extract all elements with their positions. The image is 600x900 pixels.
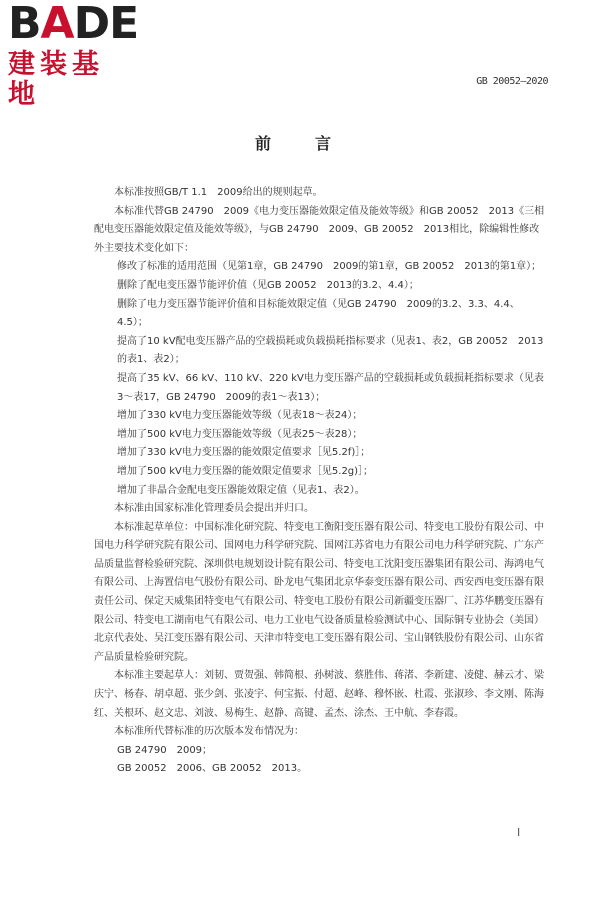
page-title: 前 言 <box>254 134 345 153</box>
paragraph-proposed-by: 本标准由国家标准化管理委员会提出并归口。 <box>114 503 314 515</box>
change-item: 增加了非晶合金配电变压器能效限定值（见表1、表2）。 <box>117 484 365 496</box>
paragraph-drafting-rules: 本标准按照GB/T 1.1 2009给出的规则起草。 <box>114 187 323 198</box>
logo-brand-cn: 建装基地 <box>8 49 104 110</box>
change-item: 提高了35 kV、66 kV、110 kV、220 kV电力变压器产品的空载损耗或负载损耗指标要求（见表3～表17，GB 24790 2009的表1～表13）； <box>117 372 544 403</box>
change-item: 修改了标准的适用范围（见第1章，GB 24790 2009的第1章，GB 20052 2013的第1章）； <box>117 261 542 273</box>
logo-brand-en: BADE <box>8 0 139 49</box>
document-body <box>94 184 548 779</box>
paragraph-history: 本标准所代替标准的历次版本发布情况为： <box>114 726 304 738</box>
brand-logo <box>8 0 139 110</box>
paragraph-drafting-units: 本标准起草单位：中国标准化研究院、特变电工衡阳变压器有限公司、特变电工股份有限公司、中国电力科学研究院有限公司、国网电力科学研究院、国网江苏省电力有限公司电力科学研究院、广东产品质量监督检验研究院、深圳供电规划设计院有限公司、特变电工沈阳变压器集团有限公司、海鸿电气有限公司、上海置信电气股份有限公司、卧龙电气集团北京华泰变压器有限公司、西安西电变压器有限责任公司、保定天威集团特变电气有限公司、特变电工股份有限公司新疆变压器厂、江苏华鹏变压器有限公司、特变电工湖南电气有限公司、电力工业电气设备质量检验测试中心、国际铜专业协会（美国）北京代表处、吴江变压器有限公司、天津市特变电工变压器有限公司、宝山钢铁股份有限公司、山东省产品质量检验研究院。 <box>94 521 544 663</box>
history-item: GB 20052 2006、GB 20052 2013。 <box>117 763 308 775</box>
change-item: 增加了330 kV电力变压器的能效限定值要求［见5.2f)］； <box>117 447 371 459</box>
paragraph-drafters: 本标准主要起草人：刘韧、贾贺强、韩简根、孙树波、蔡胜伟、蒋渚、李新建、凌健、赫云才、梁庆宁、杨春、胡卓超、张少剑、张凌宇、何宝振、付超、赵峰、穆怀嵌、杜霞、张淑珍、李文刚、陈海红、关根环、赵文忠、刘波、易梅生、赵静、高键、孟杰、涂杰、王中航、李春霞。 <box>94 670 544 719</box>
change-item: 增加了330 kV电力变压器能效等级（见表18～表24）； <box>117 410 363 422</box>
change-item: 增加了500 kV电力变压器能效等级（见表25～表28）； <box>117 428 363 440</box>
page-number: I <box>517 826 521 839</box>
standard-number: GB 20052—2020 <box>476 76 548 87</box>
paragraph-replaces: 本标准代替GB 24790 2009《电力变压器能效限定值及能效等级》和GB 20052 2013《三相配电变压器能效限定值及能效等级》，与GB 24790 2009、GB 20052 2013相比，除编辑性修改外主要技术变化如下： <box>94 205 545 254</box>
change-item: 删除了配电变压器节能评价值（见GB 20052 2013的3.2、4.4）； <box>117 279 419 291</box>
change-item: 删除了电力变压器节能评价值和目标能效限定值（见GB 24790 2009的3.2、3.3、4.4、4.5）； <box>117 298 520 329</box>
logo-accent-letter: A <box>40 0 74 49</box>
change-item: 增加了500 kV电力变压器的能效限定值要求［见5.2g)］； <box>117 465 374 477</box>
change-item: 提高了10 kV配电变压器产品的空载损耗或负载损耗指标要求（见表1、表2，GB 20052 2013的表1、表2）； <box>117 335 544 366</box>
history-item: GB 24790 2009； <box>117 744 213 756</box>
